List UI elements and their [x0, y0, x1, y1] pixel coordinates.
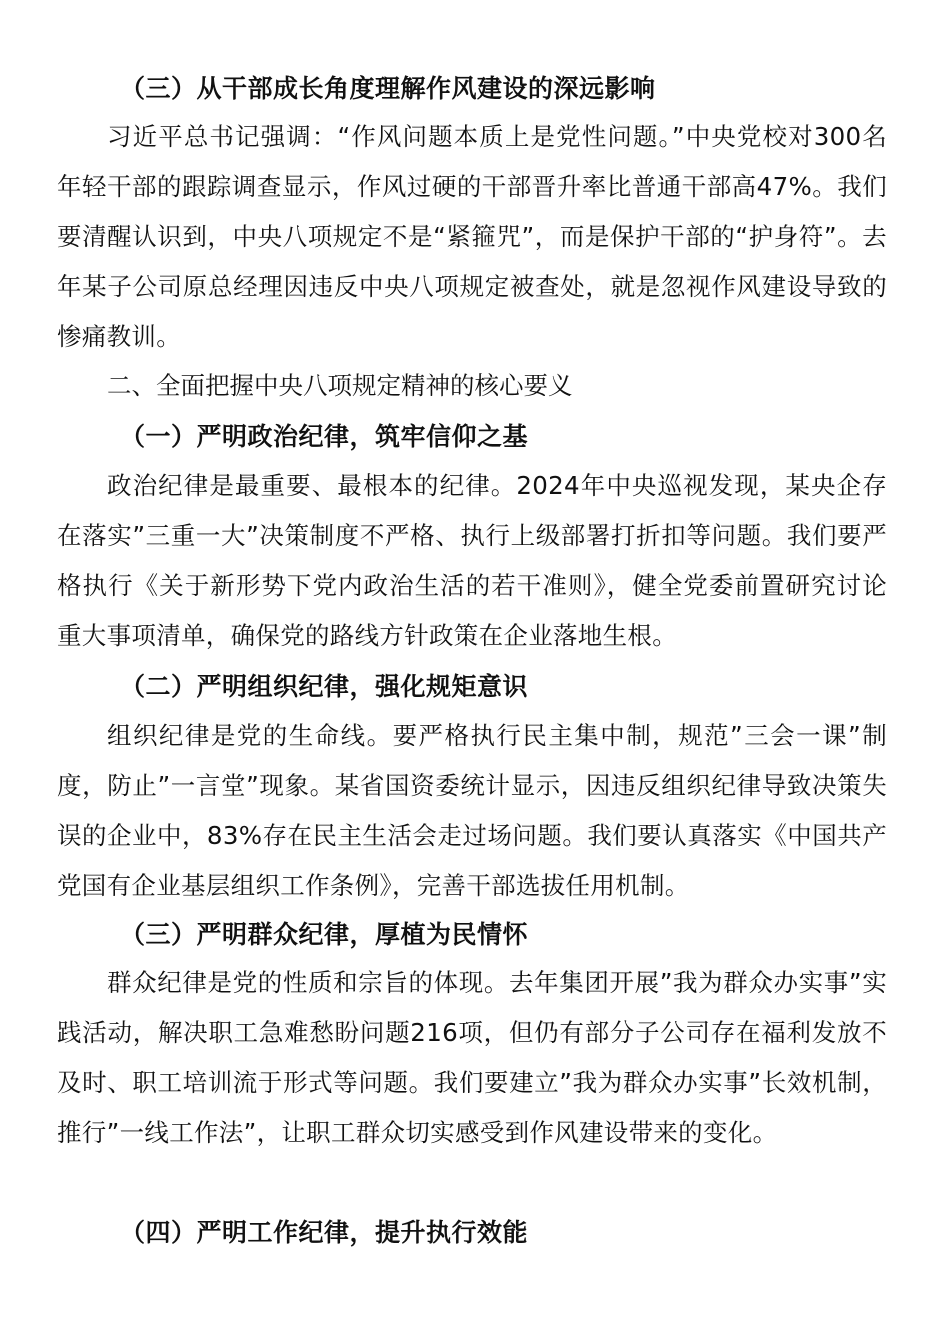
paragraph-style-influence: 习近平总书记强调：“作风问题本质上是党性问题。”中央党校对300名年轻干部的跟踪调查显示，作风过硬的干部晋升率比普通干部高47%。我们要清醒认识到，中央八项规定不是“紧箍咒”，而是保护干部的“护身符”。去年某子公司原总经理因违反中央八项规定被查处，就是忽视作风建设导致的惨痛教训。 — [57, 122, 887, 351]
subheading-3-mass-discipline: （三）严明群众纪律，厚植为民情怀 — [120, 920, 529, 949]
paragraph-political-discipline: 政治纪律是最重要、最根本的纪律。2024年中央巡视发现，某央企存在落实”三重一大”决策制度不严格、执行上级部署打折扣等问题。我们要严格执行《关于新形势下党内政治生活的若干准则》，健全党委前置研究讨论重大事项清单，确保党的路线方针政策在企业落地生根。 — [57, 471, 887, 650]
paragraph-mass-discipline: 群众纪律是党的性质和宗旨的体现。去年集团开展”我为群众办实事”实践活动，解决职工急难愁盼问题216项，但仍有部分子公司存在福利发放不及时、职工培训流于形式等问题。我们要建立”我为群众办实事”长效机制，推行”一线工作法”，让职工群众切实感受到作风建设带来的变化。 — [57, 968, 887, 1147]
subheading-4-work-discipline: （四）严明工作纪律，提升执行效能 — [120, 1218, 529, 1247]
subheading-3-influence: （三）从干部成长角度理解作风建设的深远影响 — [120, 74, 656, 103]
subheading-1-political-discipline: （一）严明政治纪律，筑牢信仰之基 — [120, 422, 529, 451]
paragraph-organizational-discipline: 组织纪律是党的生命线。要严格执行民主集中制，规范”三会一课”制度，防止”一言堂”现象。某省国资委统计显示，因违反组织纪律导致决策失误的企业中，83%存在民主生活会走过场问题。我们要认真落实《中国共产党国有企业基层组织工作条例》，完善干部选拔任用机制。 — [57, 721, 887, 900]
section-title-2: 二、全面把握中央八项规定精神的核心要义 — [107, 371, 573, 400]
subheading-2-organizational-discipline: （二）严明组织纪律，强化规矩意识 — [120, 672, 529, 701]
